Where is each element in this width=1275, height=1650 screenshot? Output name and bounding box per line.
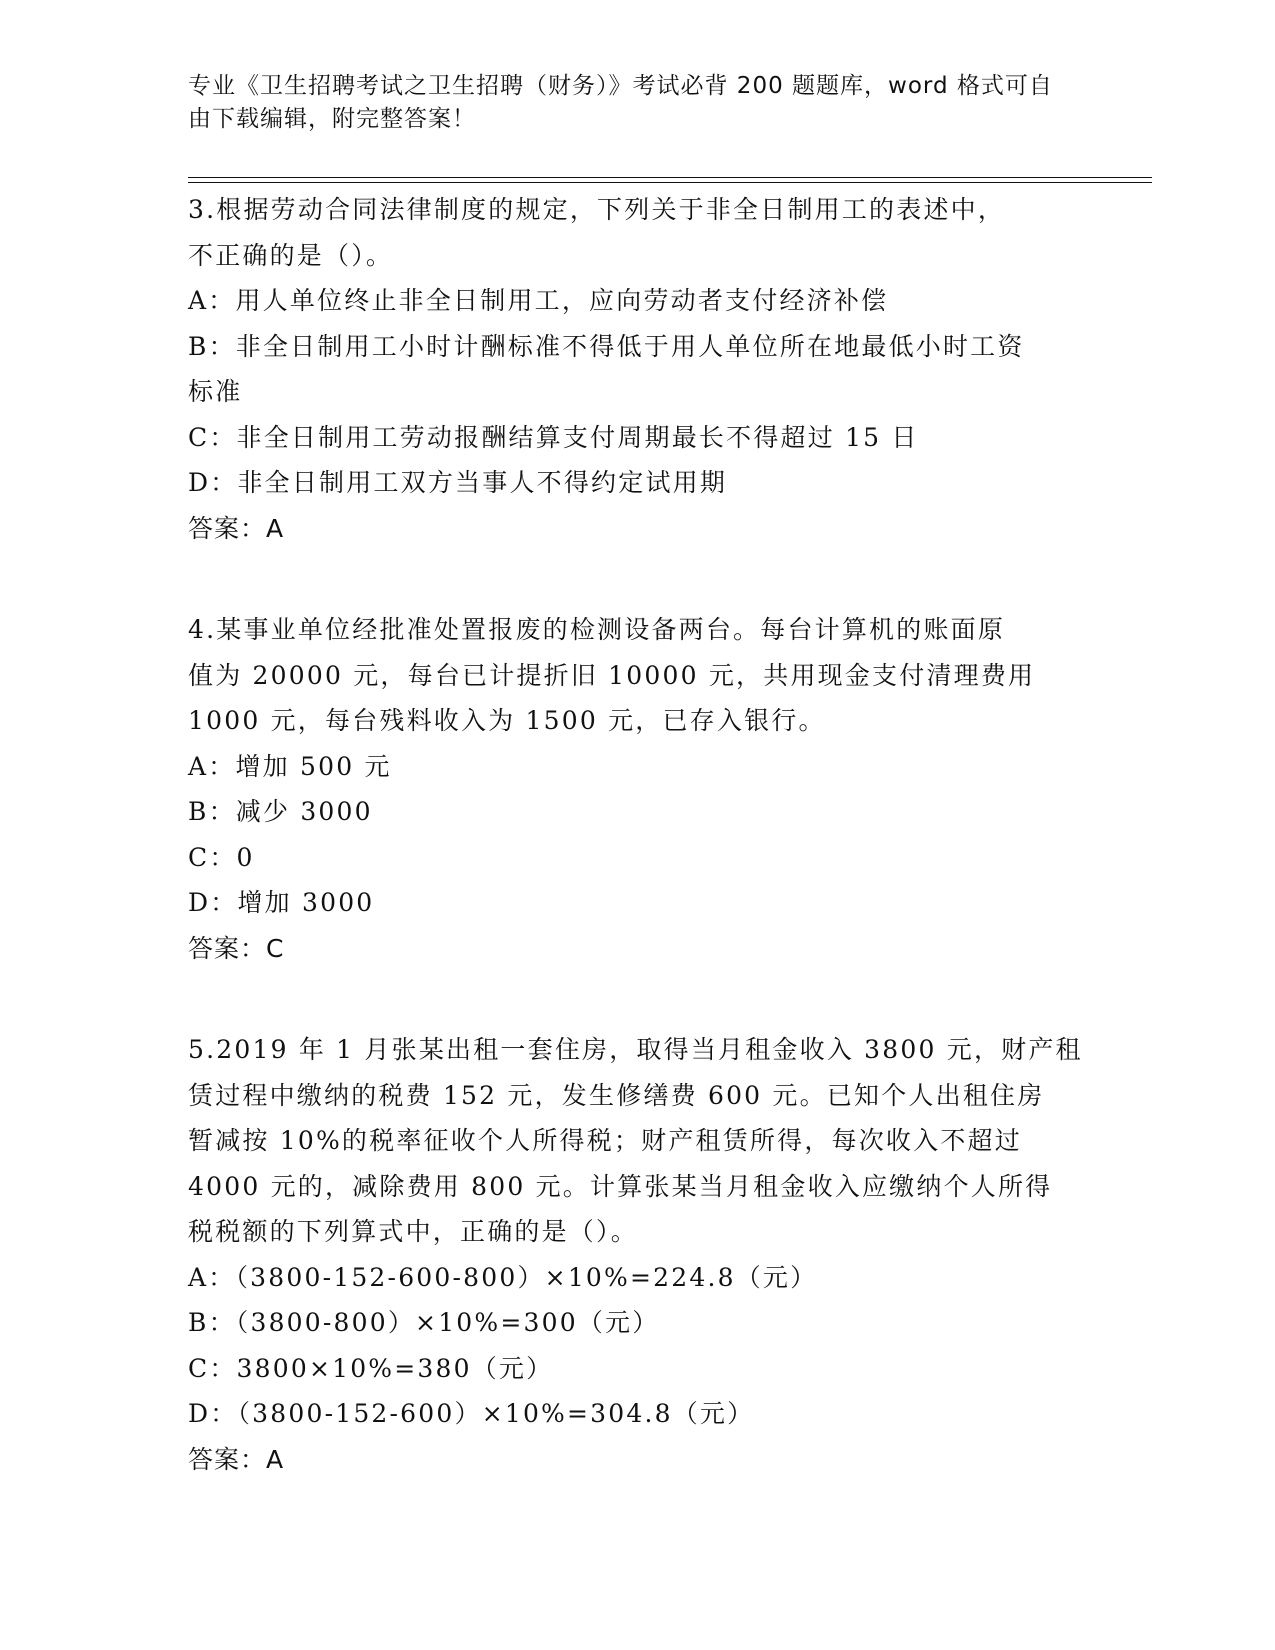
stem-line: 值为 20000 元，每台已计提折旧 10000 元，共用现金支付清理费用 [188,660,1036,690]
stem-line: 暂减按 10%的税率征收个人所得税；财产租赁所得，每次收入不超过 [188,1126,1022,1155]
option-line: B：非全日制用工小时计酬标准不得低于用人单位所在地最低小时工资 [188,331,1025,361]
option-line: D：增加 3000 [188,888,375,917]
stem-line: 1000 元，每台残料收入为 1500 元，已存入银行。 [188,706,826,735]
option-line: C：非全日制用工劳动报酬结算支付周期最长不得超过 15 日 [188,422,919,452]
option-line: A：增加 500 元 [188,751,392,781]
stem-line: 不正确的是（）。 [188,240,394,270]
option-line: 标准 [188,377,243,406]
option-b [188,324,1088,415]
answer: 答案：A [188,513,285,543]
header-line-2: 由下载编辑，附完整答案！ [188,106,476,132]
option-c [188,835,1088,881]
stem-line: 税税额的下列算式中，正确的是（）。 [188,1217,638,1246]
option-line: D：（3800-152-600）×10%=304.8（元） [188,1399,755,1428]
question-4 [188,607,1088,971]
option-line: D：非全日制用工双方当事人不得约定试用期 [188,468,728,497]
question-list [188,187,1088,1538]
document-header [188,70,1068,136]
option-line: B：减少 3000 [188,797,373,826]
question-stem [188,607,1088,744]
question-3 [188,187,1088,551]
stem-line: 4000 元的，减除费用 800 元。计算张某当月租金收入应缴纳个人所得 [188,1171,1053,1201]
header-divider-top [188,177,1152,178]
option-a [188,744,1088,790]
stem-line: 赁过程中缴纳的税费 152 元，发生修缮费 600 元。已知个人出租住房 [188,1080,1045,1110]
option-line: A：（3800-152-600-800）×10%=224.8（元） [188,1262,818,1292]
option-b [188,789,1088,835]
header-divider-bottom [188,182,1152,183]
question-stem [188,1027,1088,1255]
option-d [188,880,1088,926]
option-line: C：0 [188,842,255,872]
stem-line: 3.根据劳动合同法律制度的规定，下列关于非全日制用工的表述中， [188,195,1006,224]
answer: 答案：C [188,933,285,963]
answer: 答案：A [188,1444,285,1474]
option-line: A：用人单位终止非全日制用工，应向劳动者支付经济补偿 [188,286,889,315]
option-d [188,460,1088,506]
option-d [188,1391,1088,1437]
stem-line: 4.某事业单位经批准处置报废的检测设备两台。每台计算机的账面原 [188,615,1006,644]
option-c [188,415,1088,461]
question-5 [188,1027,1088,1482]
option-a [188,278,1088,324]
option-line: B：（3800-800）×10%=300（元） [188,1308,660,1337]
option-a [188,1255,1088,1301]
option-c [188,1346,1088,1392]
question-stem [188,187,1088,278]
header-line-1: 专业《卫生招聘考试之卫生招聘（财务）》考试必背 200 题题库，word 格式可自 [188,73,1053,99]
option-line: C：3800×10%=380（元） [188,1353,554,1383]
option-b [188,1300,1088,1346]
stem-line: 5.2019 年 1 月张某出租一套住房，取得当月租金收入 3800 元，财产租 [188,1035,1083,1064]
